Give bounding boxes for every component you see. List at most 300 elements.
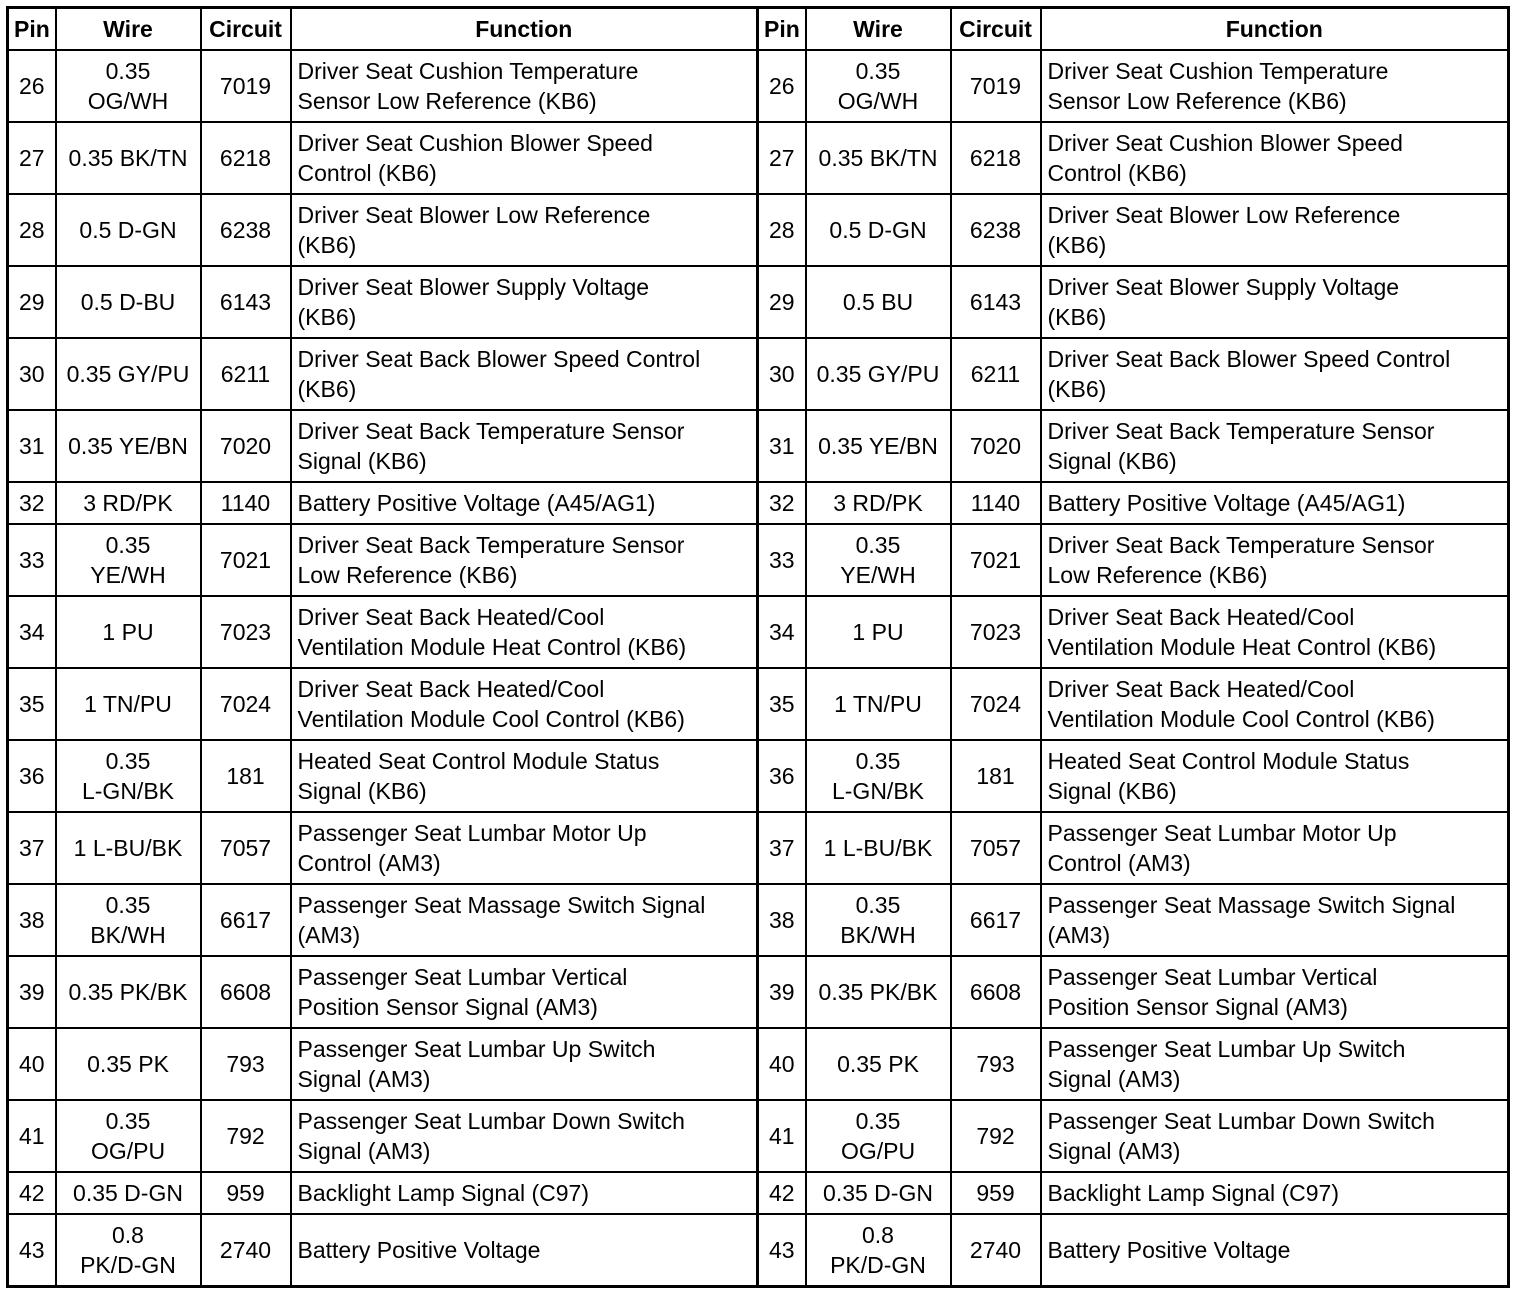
circuit-cell-text: 6211 bbox=[970, 361, 1021, 387]
pin-cell bbox=[758, 410, 806, 482]
pin-cell-text: 35 bbox=[768, 691, 795, 717]
pin-cell bbox=[8, 884, 56, 956]
wire-cell-text: 0.35 YE/BN bbox=[68, 433, 188, 459]
function-cell bbox=[291, 482, 758, 524]
wire-cell bbox=[806, 524, 951, 596]
circuit-cell bbox=[951, 1028, 1041, 1100]
circuit-cell bbox=[201, 524, 291, 596]
function-cell-text: Control (KB6) bbox=[1047, 160, 1187, 186]
header-circuit: Circuit bbox=[951, 8, 1041, 51]
function-cell bbox=[291, 266, 758, 338]
circuit-cell-text: 7024 bbox=[219, 691, 272, 717]
function-cell-text: Signal (AM3) bbox=[297, 1138, 431, 1164]
function-cell-text: Signal (AM3) bbox=[1047, 1066, 1181, 1092]
function-cell bbox=[1041, 50, 1509, 122]
pin-cell-text: 33 bbox=[18, 547, 45, 573]
function-cell-text: Ventilation Module Heat Control (KB6) bbox=[1047, 634, 1437, 660]
table-row bbox=[8, 410, 1509, 482]
pin-cell bbox=[8, 194, 56, 266]
circuit-cell bbox=[951, 596, 1041, 668]
circuit-cell-text: 6143 bbox=[219, 289, 272, 315]
pin-cell bbox=[758, 884, 806, 956]
circuit-cell-text: 6617 bbox=[969, 907, 1022, 933]
pin-cell bbox=[758, 122, 806, 194]
pin-cell-text: 43 bbox=[768, 1237, 795, 1263]
wire-cell bbox=[806, 1214, 951, 1287]
wire-cell-text: 1 L-BU/BK bbox=[823, 835, 933, 861]
circuit-cell-text: 793 bbox=[226, 1051, 265, 1077]
function-cell bbox=[291, 50, 758, 122]
table-row bbox=[8, 482, 1509, 524]
wire-cell bbox=[56, 1028, 201, 1100]
pin-cell-text: 31 bbox=[768, 433, 795, 459]
circuit-cell-text: 7021 bbox=[219, 547, 272, 573]
function-cell-text: Driver Seat Cushion Blower Speed bbox=[1047, 130, 1403, 156]
circuit-cell bbox=[201, 410, 291, 482]
circuit-cell bbox=[951, 524, 1041, 596]
function-cell-text: Driver Seat Cushion Blower Speed bbox=[297, 130, 653, 156]
circuit-cell bbox=[201, 740, 291, 812]
function-cell-text: Driver Seat Back Blower Speed Control bbox=[1047, 346, 1451, 372]
function-cell bbox=[291, 524, 758, 596]
pin-cell-text: 32 bbox=[768, 490, 795, 516]
header-row bbox=[8, 8, 1509, 51]
function-cell-text: Driver Seat Back Temperature Sensor bbox=[297, 532, 685, 558]
wire-cell bbox=[56, 956, 201, 1028]
circuit-cell-text: 6617 bbox=[219, 907, 272, 933]
circuit-cell-text: 7019 bbox=[969, 73, 1022, 99]
wire-cell bbox=[806, 122, 951, 194]
connector-pinout-table bbox=[6, 6, 1510, 1288]
pin-cell bbox=[8, 410, 56, 482]
circuit-cell bbox=[201, 1172, 291, 1214]
pin-cell-text: 37 bbox=[18, 835, 45, 861]
function-cell-text: Driver Seat Back Temperature Sensor bbox=[1047, 418, 1435, 444]
wire-cell-text: 0.35 D-GN bbox=[823, 1180, 933, 1206]
table-row bbox=[8, 956, 1509, 1028]
table-row bbox=[8, 122, 1509, 194]
wire-cell-text: 0.35 PK bbox=[87, 1051, 169, 1077]
function-cell-text: Battery Positive Voltage bbox=[1047, 1237, 1291, 1263]
function-cell bbox=[1041, 668, 1509, 740]
function-cell bbox=[1041, 884, 1509, 956]
function-cell-text: Passenger Seat Lumbar Up Switch bbox=[1047, 1036, 1406, 1062]
header-function: Function bbox=[1041, 8, 1509, 51]
wire-cell-text: 3 RD/PK bbox=[833, 490, 923, 516]
circuit-cell-text: 7020 bbox=[969, 433, 1022, 459]
function-cell-text: Signal (AM3) bbox=[297, 1066, 431, 1092]
function-cell bbox=[291, 668, 758, 740]
wire-cell-text: 0.35 bbox=[105, 892, 151, 918]
circuit-cell bbox=[201, 50, 291, 122]
function-cell bbox=[291, 1028, 758, 1100]
function-cell bbox=[291, 956, 758, 1028]
function-cell-text: Passenger Seat Lumbar Down Switch bbox=[297, 1108, 685, 1134]
circuit-cell bbox=[951, 1214, 1041, 1287]
pin-cell-text: 38 bbox=[768, 907, 795, 933]
wire-cell-text: 0.35 bbox=[105, 748, 151, 774]
wire-cell bbox=[56, 668, 201, 740]
table-row bbox=[8, 812, 1509, 884]
circuit-cell-text: 6143 bbox=[969, 289, 1022, 315]
wire-cell bbox=[56, 596, 201, 668]
function-cell-text: Driver Seat Blower Low Reference bbox=[1047, 202, 1401, 228]
pin-cell-text: 34 bbox=[768, 619, 795, 645]
wire-cell bbox=[806, 266, 951, 338]
wire-cell-text: 0.35 PK/BK bbox=[818, 979, 938, 1005]
circuit-cell-text: 6218 bbox=[219, 145, 272, 171]
wire-cell bbox=[56, 1214, 201, 1287]
wire-cell bbox=[806, 1100, 951, 1172]
pin-cell bbox=[8, 266, 56, 338]
circuit-cell bbox=[201, 1028, 291, 1100]
function-cell bbox=[291, 1100, 758, 1172]
function-cell-text: Passenger Seat Lumbar Motor Up bbox=[1047, 820, 1397, 846]
circuit-cell bbox=[201, 884, 291, 956]
wire-cell-text: PK/D-GN bbox=[80, 1252, 176, 1278]
table-body bbox=[8, 50, 1509, 1287]
wire-cell bbox=[806, 596, 951, 668]
wire-cell bbox=[806, 50, 951, 122]
function-cell-text: Backlight Lamp Signal (C97) bbox=[297, 1180, 589, 1206]
function-cell bbox=[291, 1214, 758, 1287]
wire-cell bbox=[56, 194, 201, 266]
pin-cell bbox=[758, 266, 806, 338]
pin-cell-text: 40 bbox=[18, 1051, 45, 1077]
function-cell-text: Signal (KB6) bbox=[297, 448, 427, 474]
function-cell-text: Heated Seat Control Module Status bbox=[1047, 748, 1410, 774]
function-cell-text: Passenger Seat Lumbar Motor Up bbox=[297, 820, 647, 846]
wire-cell-text: OG/WH bbox=[837, 88, 919, 114]
wire-cell bbox=[56, 410, 201, 482]
wire-cell-text: 0.35 YE/BN bbox=[818, 433, 938, 459]
pin-cell-text: 27 bbox=[18, 145, 45, 171]
circuit-cell-text: 7023 bbox=[969, 619, 1022, 645]
wire-cell bbox=[806, 956, 951, 1028]
pin-cell-text: 29 bbox=[18, 289, 45, 315]
wire-cell bbox=[56, 338, 201, 410]
function-cell bbox=[1041, 122, 1509, 194]
pin-cell-text: 28 bbox=[768, 217, 795, 243]
circuit-cell-text: 6238 bbox=[219, 217, 272, 243]
circuit-cell-text: 6608 bbox=[219, 979, 272, 1005]
pin-cell-text: 26 bbox=[768, 73, 795, 99]
wire-cell-text: L-GN/BK bbox=[81, 778, 175, 804]
pin-cell-text: 38 bbox=[18, 907, 45, 933]
function-cell-text: Low Reference (KB6) bbox=[1047, 562, 1268, 588]
table-row bbox=[8, 1028, 1509, 1100]
pin-cell-text: 36 bbox=[768, 763, 795, 789]
function-cell bbox=[1041, 194, 1509, 266]
function-cell bbox=[291, 884, 758, 956]
wire-cell bbox=[56, 812, 201, 884]
function-cell bbox=[291, 410, 758, 482]
wire-cell bbox=[806, 812, 951, 884]
function-cell-text: (KB6) bbox=[1047, 304, 1107, 330]
header-pin: Pin bbox=[8, 8, 56, 51]
function-cell-text: (KB6) bbox=[297, 376, 357, 402]
function-cell-text: Driver Seat Blower Supply Voltage bbox=[1047, 274, 1400, 300]
wire-cell bbox=[56, 50, 201, 122]
function-cell-text: Ventilation Module Cool Control (KB6) bbox=[1047, 706, 1435, 732]
function-cell bbox=[1041, 956, 1509, 1028]
circuit-cell-text: 959 bbox=[976, 1180, 1015, 1206]
wire-cell-text: 0.35 BK/TN bbox=[68, 145, 188, 171]
circuit-cell-text: 181 bbox=[976, 763, 1015, 789]
wire-cell-text: 1 TN/PU bbox=[834, 691, 922, 717]
function-cell-text: Control (AM3) bbox=[1047, 850, 1191, 876]
table-row bbox=[8, 740, 1509, 812]
pin-cell-text: 29 bbox=[768, 289, 795, 315]
circuit-cell-text: 6608 bbox=[969, 979, 1022, 1005]
function-cell-text: Backlight Lamp Signal (C97) bbox=[1047, 1180, 1339, 1206]
wire-cell-text: 0.5 BU bbox=[842, 289, 914, 315]
circuit-cell bbox=[201, 122, 291, 194]
table-row bbox=[8, 266, 1509, 338]
wire-cell bbox=[56, 1172, 201, 1214]
pin-cell bbox=[758, 1214, 806, 1287]
function-cell-text: Low Reference (KB6) bbox=[297, 562, 518, 588]
pin-cell-text: 36 bbox=[18, 763, 45, 789]
circuit-cell-text: 7024 bbox=[969, 691, 1022, 717]
circuit-cell bbox=[201, 1100, 291, 1172]
wire-cell-text: OG/PU bbox=[90, 1138, 166, 1164]
circuit-cell bbox=[951, 266, 1041, 338]
circuit-cell bbox=[201, 596, 291, 668]
wire-cell-text: PK/D-GN bbox=[830, 1252, 926, 1278]
circuit-cell-text: 2740 bbox=[219, 1237, 272, 1263]
circuit-cell bbox=[951, 338, 1041, 410]
pin-cell-text: 41 bbox=[768, 1123, 795, 1149]
wire-cell-text: 0.35 bbox=[855, 748, 901, 774]
function-cell-text: Passenger Seat Massage Switch Signal bbox=[1047, 892, 1456, 918]
wire-cell bbox=[56, 1100, 201, 1172]
circuit-cell-text: 1140 bbox=[970, 490, 1021, 516]
function-cell-text: Passenger Seat Lumbar Vertical bbox=[297, 964, 628, 990]
circuit-cell-text: 7057 bbox=[219, 835, 272, 861]
header-wire: Wire bbox=[56, 8, 201, 51]
wire-cell-text: 0.5 D-GN bbox=[829, 217, 927, 243]
function-cell bbox=[1041, 1172, 1509, 1214]
pin-cell bbox=[758, 740, 806, 812]
wire-cell-text: 0.35 D-GN bbox=[73, 1180, 183, 1206]
function-cell-text: Ventilation Module Cool Control (KB6) bbox=[297, 706, 685, 732]
pin-cell-text: 33 bbox=[768, 547, 795, 573]
function-cell-text: Driver Seat Back Heated/Cool bbox=[1047, 676, 1355, 702]
pin-cell bbox=[758, 524, 806, 596]
function-cell-text: Signal (KB6) bbox=[1047, 448, 1177, 474]
wire-cell bbox=[806, 338, 951, 410]
wire-cell bbox=[806, 1172, 951, 1214]
pin-cell bbox=[758, 668, 806, 740]
function-cell-text: Position Sensor Signal (AM3) bbox=[297, 994, 598, 1020]
function-cell-text: Battery Positive Voltage (A45/AG1) bbox=[1047, 490, 1406, 516]
wire-cell-text: 0.35 bbox=[855, 532, 901, 558]
circuit-cell bbox=[951, 884, 1041, 956]
pin-cell-text: 37 bbox=[768, 835, 795, 861]
table-row bbox=[8, 1214, 1509, 1287]
function-cell-text: Passenger Seat Lumbar Down Switch bbox=[1047, 1108, 1435, 1134]
wire-cell-text: 0.8 bbox=[112, 1222, 144, 1248]
header-function: Function bbox=[291, 8, 758, 51]
pin-cell bbox=[758, 596, 806, 668]
function-cell bbox=[291, 338, 758, 410]
wire-cell bbox=[806, 1028, 951, 1100]
pin-cell-text: 34 bbox=[18, 619, 45, 645]
pin-cell bbox=[758, 1172, 806, 1214]
circuit-cell bbox=[951, 956, 1041, 1028]
pin-cell bbox=[8, 956, 56, 1028]
pin-cell bbox=[8, 1172, 56, 1214]
circuit-cell-text: 7057 bbox=[969, 835, 1022, 861]
wire-cell-text: 0.35 bbox=[855, 58, 901, 84]
function-cell-text: (AM3) bbox=[1047, 922, 1111, 948]
function-cell-text: Signal (KB6) bbox=[297, 778, 427, 804]
circuit-cell-text: 792 bbox=[226, 1123, 265, 1149]
circuit-cell-text: 7023 bbox=[219, 619, 272, 645]
function-cell-text: Battery Positive Voltage bbox=[297, 1237, 541, 1263]
wire-cell-text: OG/WH bbox=[87, 88, 169, 114]
pin-cell bbox=[8, 668, 56, 740]
table-row bbox=[8, 524, 1509, 596]
function-cell-text: (KB6) bbox=[297, 232, 357, 258]
function-cell-text: Driver Seat Back Heated/Cool bbox=[297, 676, 605, 702]
circuit-cell-text: 6238 bbox=[969, 217, 1022, 243]
pin-cell bbox=[8, 524, 56, 596]
circuit-cell-text: 959 bbox=[226, 1180, 265, 1206]
function-cell-text: (KB6) bbox=[1047, 232, 1107, 258]
pin-cell-text: 27 bbox=[768, 145, 795, 171]
pin-cell bbox=[8, 596, 56, 668]
circuit-cell-text: 793 bbox=[976, 1051, 1015, 1077]
circuit-cell bbox=[201, 338, 291, 410]
table-row bbox=[8, 884, 1509, 956]
pin-cell bbox=[8, 740, 56, 812]
function-cell bbox=[1041, 482, 1509, 524]
circuit-cell bbox=[951, 812, 1041, 884]
function-cell bbox=[291, 1172, 758, 1214]
function-cell bbox=[291, 740, 758, 812]
function-cell-text: (KB6) bbox=[297, 304, 357, 330]
pin-cell bbox=[8, 812, 56, 884]
function-cell-text: Driver Seat Cushion Temperature bbox=[1047, 58, 1389, 84]
function-cell-text: Driver Seat Blower Low Reference bbox=[297, 202, 651, 228]
wire-cell bbox=[56, 524, 201, 596]
pin-cell bbox=[758, 482, 806, 524]
pin-cell bbox=[758, 956, 806, 1028]
table-row bbox=[8, 1172, 1509, 1214]
function-cell-text: Driver Seat Back Heated/Cool bbox=[1047, 604, 1355, 630]
table-row bbox=[8, 338, 1509, 410]
circuit-cell-text: 2740 bbox=[969, 1237, 1022, 1263]
pin-cell bbox=[758, 1100, 806, 1172]
circuit-cell bbox=[951, 50, 1041, 122]
circuit-cell bbox=[951, 410, 1041, 482]
pin-cell bbox=[8, 338, 56, 410]
pin-cell bbox=[8, 1100, 56, 1172]
wire-cell-text: 3 RD/PK bbox=[83, 490, 173, 516]
function-cell-text: (AM3) bbox=[297, 922, 361, 948]
function-cell-text: Control (AM3) bbox=[297, 850, 441, 876]
circuit-cell-text: 181 bbox=[226, 763, 265, 789]
circuit-cell bbox=[201, 956, 291, 1028]
function-cell-text: Driver Seat Blower Supply Voltage bbox=[297, 274, 650, 300]
header-wire: Wire bbox=[806, 8, 951, 51]
function-cell bbox=[1041, 266, 1509, 338]
wire-cell-text: YE/WH bbox=[90, 562, 166, 588]
circuit-cell bbox=[201, 668, 291, 740]
pin-cell-text: 26 bbox=[18, 73, 45, 99]
function-cell bbox=[1041, 410, 1509, 482]
function-cell-text: Driver Seat Cushion Temperature bbox=[297, 58, 639, 84]
function-cell-text: Control (KB6) bbox=[297, 160, 437, 186]
circuit-cell-text: 6218 bbox=[969, 145, 1022, 171]
header-circuit: Circuit bbox=[201, 8, 291, 51]
wire-cell bbox=[56, 740, 201, 812]
wire-cell bbox=[56, 266, 201, 338]
circuit-cell bbox=[201, 482, 291, 524]
function-cell-text: Driver Seat Back Blower Speed Control bbox=[297, 346, 701, 372]
function-cell-text: Passenger Seat Lumbar Up Switch bbox=[297, 1036, 656, 1062]
function-cell-text: Sensor Low Reference (KB6) bbox=[297, 88, 597, 114]
header-pin: Pin bbox=[758, 8, 806, 51]
wire-cell-text: OG/PU bbox=[840, 1138, 916, 1164]
pin-cell-text: 42 bbox=[768, 1180, 795, 1206]
function-cell bbox=[1041, 740, 1509, 812]
circuit-cell bbox=[201, 812, 291, 884]
pin-cell bbox=[8, 482, 56, 524]
function-cell-text: Passenger Seat Massage Switch Signal bbox=[297, 892, 706, 918]
wire-cell bbox=[806, 194, 951, 266]
function-cell bbox=[291, 194, 758, 266]
pin-cell-text: 28 bbox=[18, 217, 45, 243]
circuit-cell bbox=[201, 194, 291, 266]
function-cell-text: Driver Seat Back Temperature Sensor bbox=[1047, 532, 1435, 558]
wire-cell bbox=[56, 482, 201, 524]
circuit-cell-text: 7020 bbox=[219, 433, 272, 459]
pin-cell-text: 39 bbox=[768, 979, 795, 1005]
wire-cell-text: 0.35 PK bbox=[837, 1051, 919, 1077]
wire-cell-text: 0.5 D-BU bbox=[80, 289, 176, 315]
function-cell-text: Driver Seat Back Temperature Sensor bbox=[297, 418, 685, 444]
circuit-cell bbox=[951, 668, 1041, 740]
circuit-cell bbox=[201, 1214, 291, 1287]
function-cell bbox=[1041, 596, 1509, 668]
wire-cell bbox=[806, 482, 951, 524]
circuit-cell bbox=[951, 122, 1041, 194]
pin-cell bbox=[758, 50, 806, 122]
pin-cell bbox=[8, 122, 56, 194]
function-cell bbox=[1041, 812, 1509, 884]
circuit-cell bbox=[951, 194, 1041, 266]
pin-cell-text: 39 bbox=[18, 979, 45, 1005]
pin-cell bbox=[8, 1214, 56, 1287]
wire-cell-text: 0.35 GY/PU bbox=[816, 361, 940, 387]
wire-cell-text: 0.8 bbox=[862, 1222, 894, 1248]
wire-cell-text: 0.35 GY/PU bbox=[66, 361, 190, 387]
wire-cell-text: 0.35 bbox=[105, 532, 151, 558]
wire-cell bbox=[56, 122, 201, 194]
circuit-cell-text: 7019 bbox=[219, 73, 272, 99]
wire-cell-text: 1 PU bbox=[102, 619, 154, 645]
pin-cell bbox=[758, 1028, 806, 1100]
function-cell bbox=[1041, 1028, 1509, 1100]
wire-cell-text: 1 L-BU/BK bbox=[73, 835, 183, 861]
function-cell-text: Position Sensor Signal (AM3) bbox=[1047, 994, 1348, 1020]
table-row bbox=[8, 668, 1509, 740]
function-cell bbox=[1041, 1100, 1509, 1172]
pin-cell-text: 40 bbox=[768, 1051, 795, 1077]
